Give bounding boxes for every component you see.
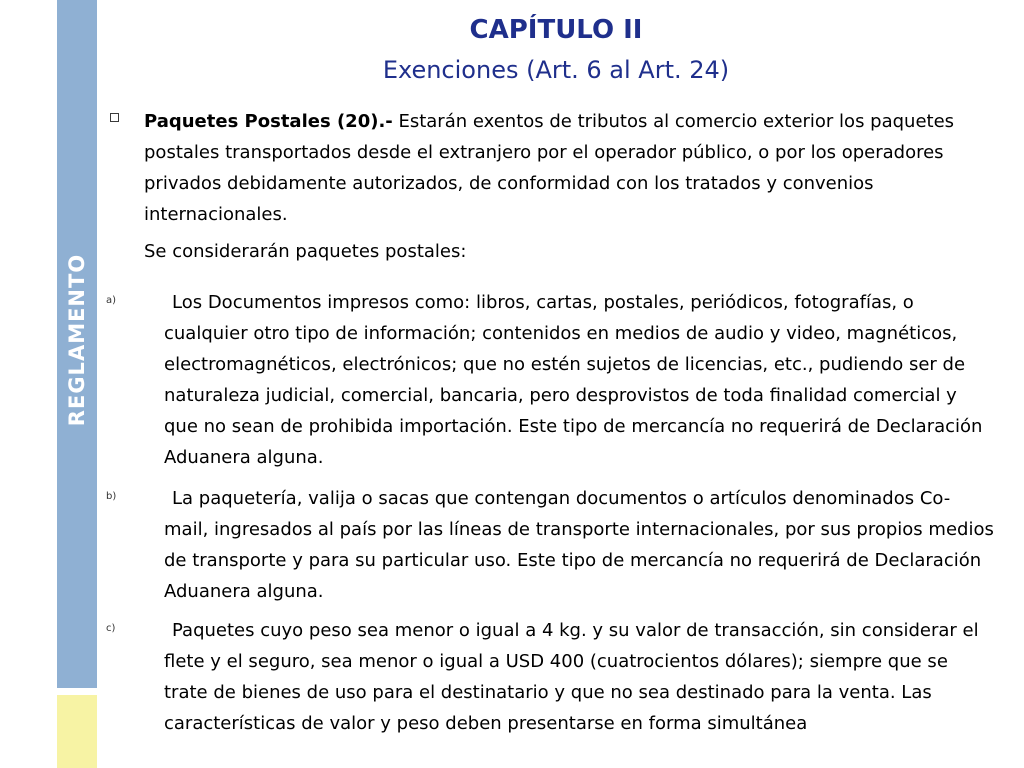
list-marker: c) — [106, 623, 116, 634]
list-item-text: Paquetes cuyo peso sea menor o igual a 4 kg. y su valor de transacción, sin considerar el flete y el seguro, sea menor o igual a USD 400 (cuatrocientos dólares); siempre que se trate de bienes de uso para el destinatario y que no sea destinado para la venta. Las características de valor y peso deben presentarse en forma simultánea — [164, 620, 979, 734]
main-bullet-heading: Paquetes Postales (20).- — [144, 111, 393, 132]
list-item-c — [106, 615, 1006, 739]
chapter-title: CAPÍTULO II — [469, 15, 643, 45]
sidebar-label: REGLAMENTO — [65, 253, 89, 427]
main-bullet-body: Estarán exentos de tributos al comercio exterior los paquetes postales transportados desde el extranjero por el operador público, o por los operadores privados debidamente autorizados, de conformidad con los tratados y convenios internacionales. — [144, 111, 955, 225]
main-bullet-text — [144, 106, 1004, 230]
slide-title — [300, 10, 812, 90]
list-intro: Se considerarán paquetes postales: — [144, 241, 467, 262]
list-item-a — [106, 287, 1006, 473]
square-bullet-icon — [110, 113, 119, 122]
list-item-b — [106, 483, 1006, 607]
list-marker: b) — [106, 491, 117, 502]
sidebar-accent-block — [57, 695, 97, 768]
section-subtitle: Exenciones (Art. 6 al Art. 24) — [382, 56, 730, 84]
list-marker: a) — [106, 295, 117, 306]
main-bullet — [110, 106, 1010, 230]
list-item-text: Los Documentos impresos como: libros, cartas, postales, periódicos, fotografías, o cualquier otro tipo de información; contenidos en medios de audio y video, magnéticos, electromagnéticos, electrónicos; que no estén sujetos de licencias, etc., pudiendo ser de naturaleza judicial, comercial, bancaria, pero desprovistos de toda finalidad comercial y que no sean de prohibida importación. Este tipo de mercancía no requerirá de Declaración Aduanera alguna. — [164, 292, 983, 468]
list-item-text: La paquetería, valija o sacas que contengan documentos o artículos denominados Co-mail, ingresados al país por las líneas de transporte internacionales, por sus propios medios de transporte y para su particular uso. Este tipo de mercancía no requerirá de Declaración Aduanera alguna. — [164, 488, 994, 602]
